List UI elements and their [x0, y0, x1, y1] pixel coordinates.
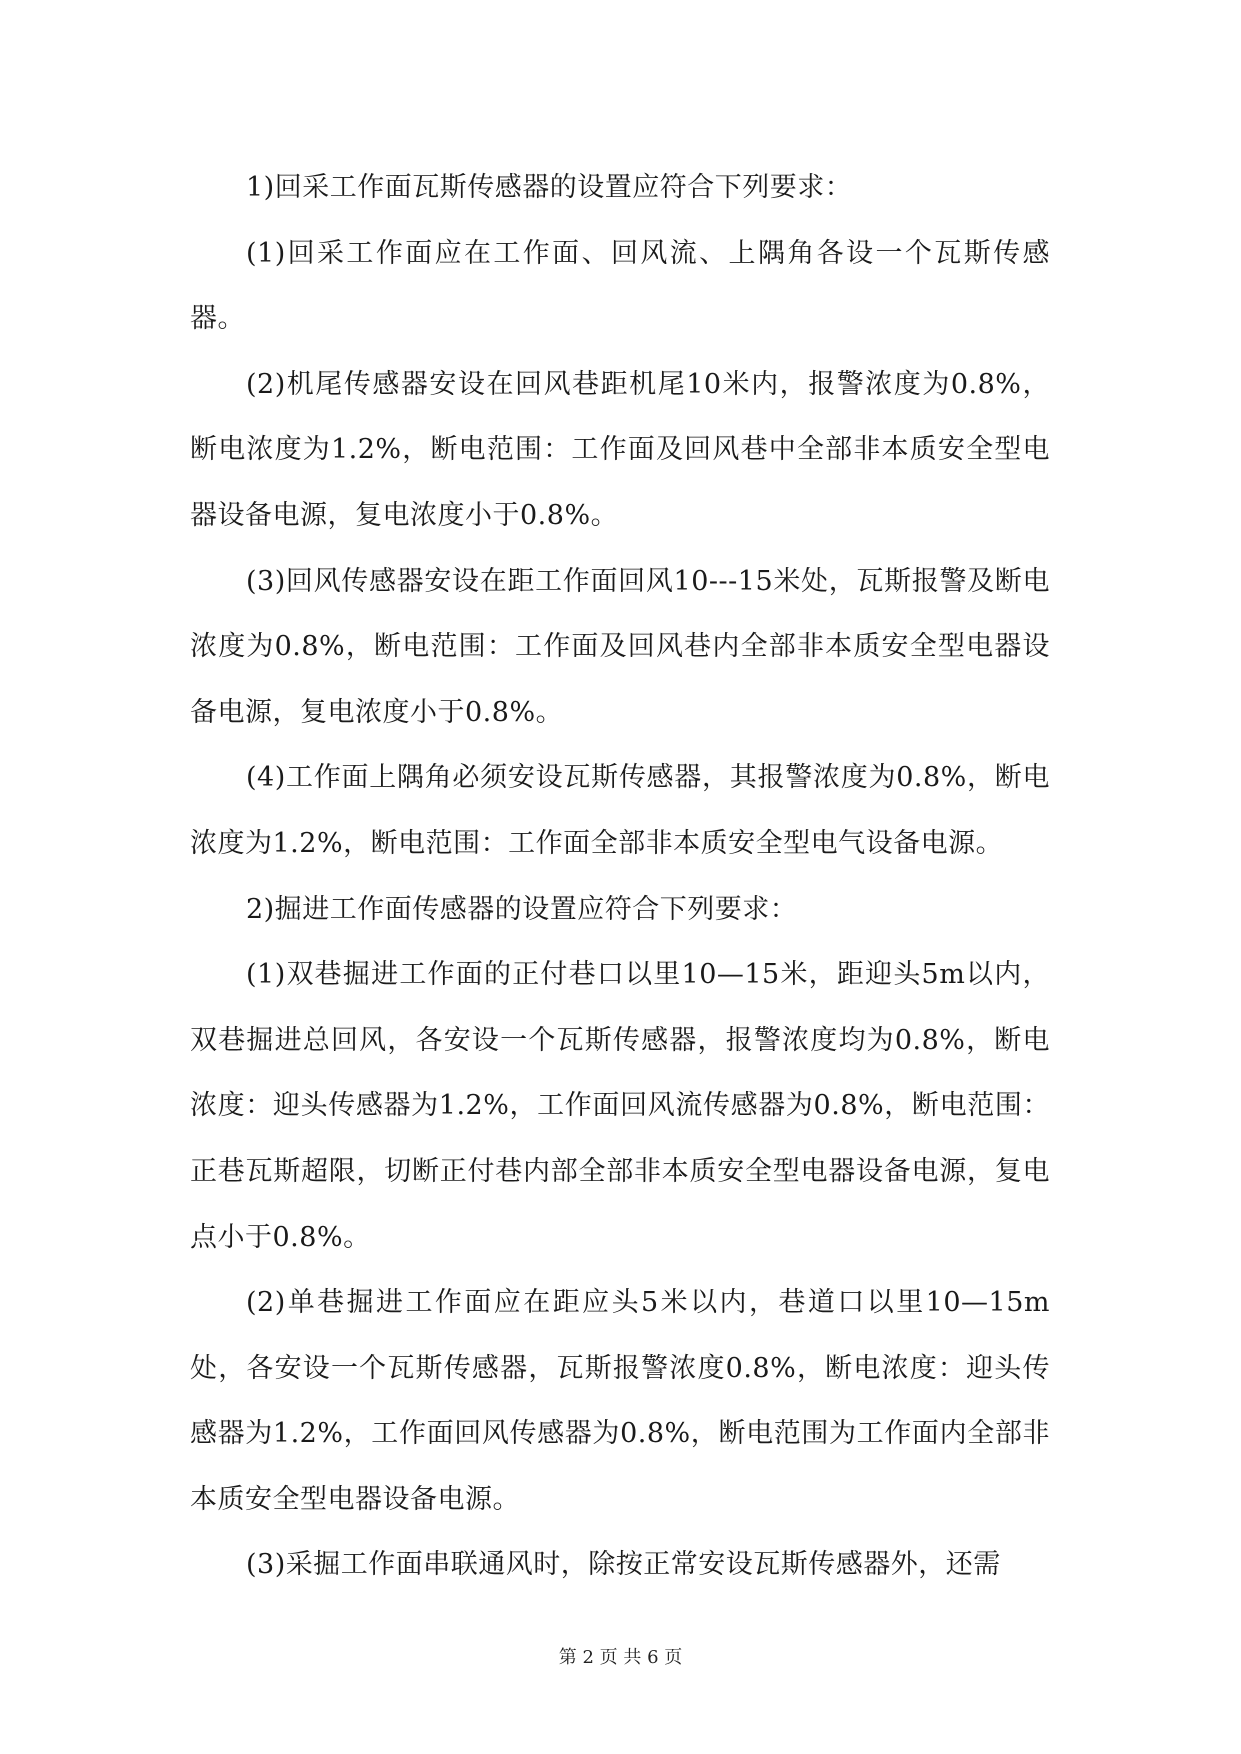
paragraph-1-2: (2)机尾传感器安设在回风巷距机尾10米内，报警浓度为0.8%，断电浓度为1.2%，断电范围：工作面及回风巷中全部非本质安全型电器设备电源，复电浓度小于0.8%。: [190, 368, 1050, 531]
paragraph-2-3: (3)采掘工作面串联通风时，除按正常安设瓦斯传感器外，还需: [246, 1549, 1001, 1581]
paragraph-section-2-heading: 2)掘进工作面传感器的设置应符合下列要求：: [246, 893, 798, 925]
paragraph-1-4: (4)工作面上隅角必须安设瓦斯传感器，其报警浓度为0.8%，断电浓度为1.2%，断电范围：工作面全部非本质安全型电气设备电源。: [190, 762, 1050, 859]
document-body: [190, 155, 1050, 1598]
paragraph-section-1-heading: 1)回采工作面瓦斯传感器的设置应符合下列要求：: [246, 172, 853, 203]
paragraph-1-3: (3)回风传感器安设在距工作面回风10---15米处，瓦斯报警及断电浓度为0.8%，断电范围：工作面及回风巷内全部非本质安全型电器设备电源，复电浓度小于0.8%。: [190, 565, 1050, 728]
paragraph-2-2: (2)单巷掘进工作面应在距应头5米以内，巷道口以里10—15m处，各安设一个瓦斯传感器，瓦斯报警浓度0.8%，断电浓度：迎头传感器为1.2%，工作面回风传感器为0.8%，断电范围为工作面内全部非本质安全型电器设备电源。: [190, 1287, 1050, 1515]
paragraph-2-1: (1)双巷掘进工作面的正付巷口以里10—15米，距迎头5m以内，双巷掘进总回风，各安设一个瓦斯传感器，报警浓度均为0.8%，断电浓度：迎头传感器为1.2%，工作面回风流传感器为0.8%，断电范围：正巷瓦斯超限，切断正付巷内部全部非本质安全型电器设备电源，复电点小于0.8%。: [190, 959, 1050, 1253]
page-footer: 第 2 页 共 6 页: [558, 1647, 683, 1668]
paragraph-1-1: (1)回采工作面应在工作面、回风流、上隅角各设一个瓦斯传感器。: [190, 237, 1050, 335]
